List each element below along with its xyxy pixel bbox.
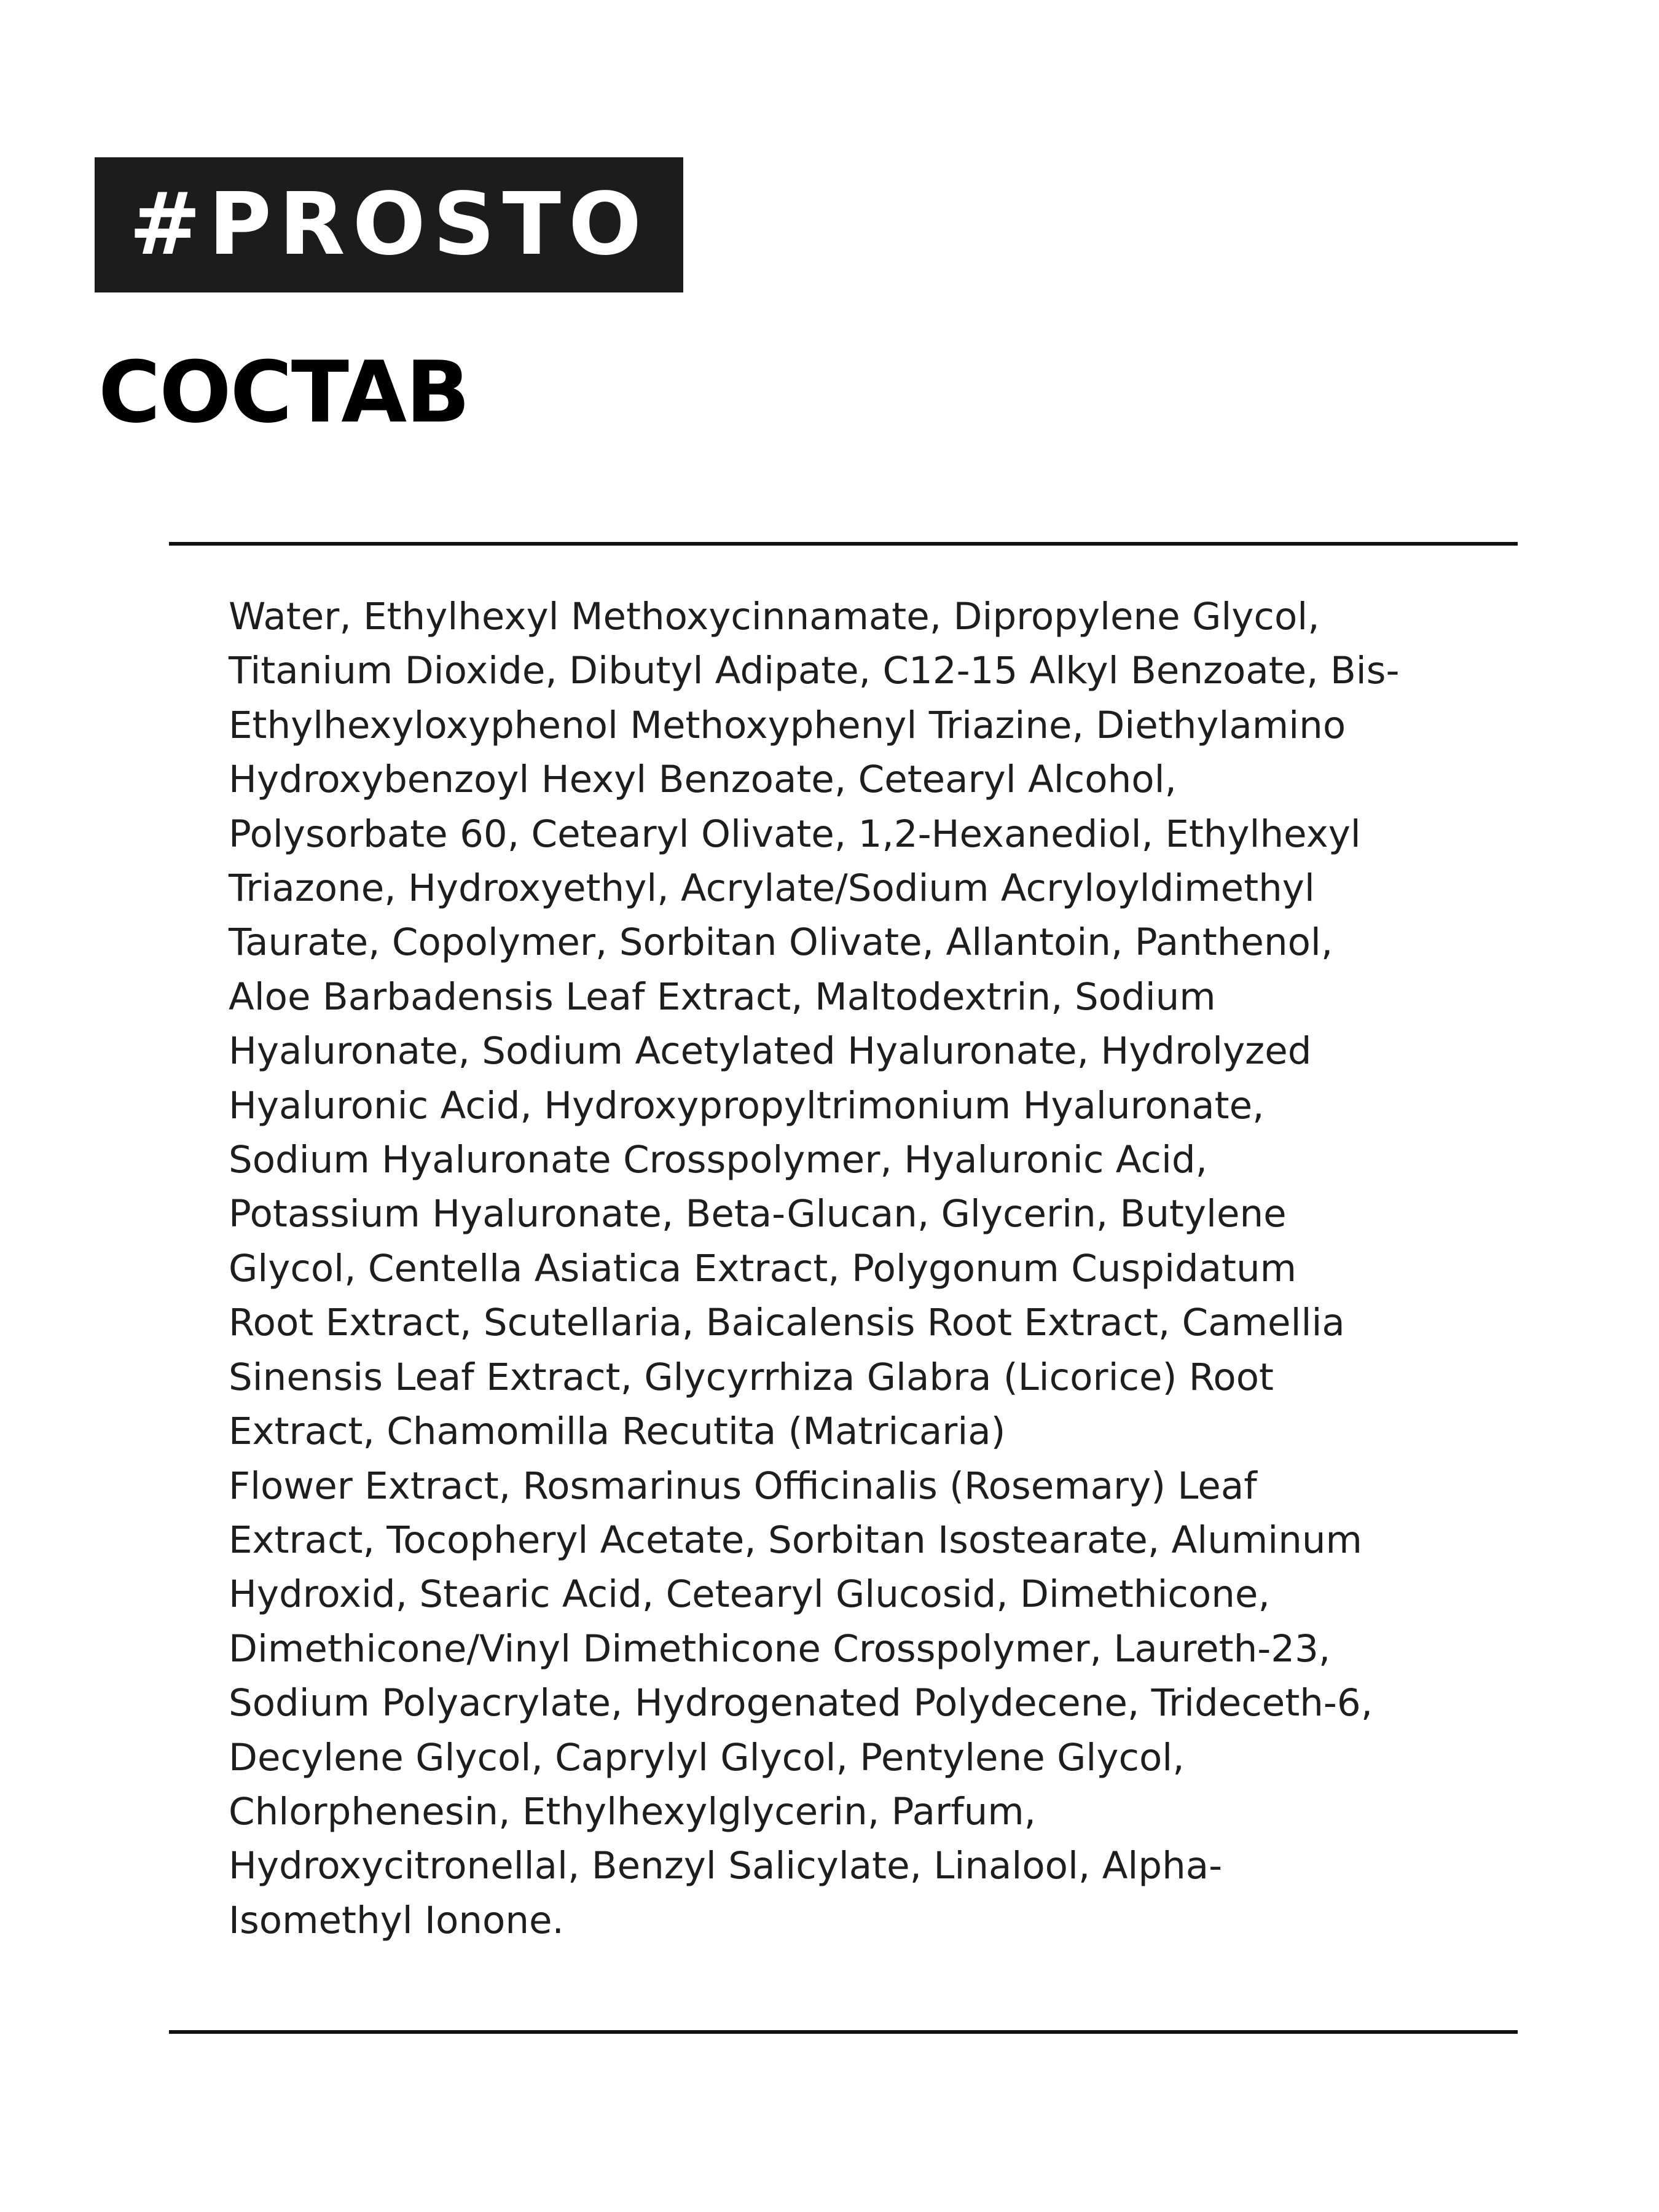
- ingredients-line: Aloe Barbadensis Leaf Extract, Maltodextrin, Sodium: [229, 975, 1216, 1019]
- ingredients-line: Polysorbate 60, Cetearyl Olivate, 1,2-Hexanediol, Ethylhexyl: [229, 812, 1361, 856]
- ingredients-line: Decylene Glycol, Caprylyl Glycol, Pentylene Glycol,: [229, 1735, 1185, 1779]
- ingredients-line: Water, Ethylhexyl Methoxycinnamate, Dipropylene Glycol,: [229, 595, 1320, 638]
- ingredients-line: Taurate, Copolymer, Sorbitan Olivate, Allantoin, Panthenol,: [229, 920, 1333, 965]
- ingredients-line: Extract, Tocopheryl Acetate, Sorbitan Isostearate, Aluminum: [229, 1518, 1362, 1562]
- ingredients-line: Hydroxycitronellal, Benzyl Salicylate, Linalool, Alpha-: [229, 1844, 1223, 1888]
- ingredients-line: Hyaluronic Acid, Hydroxypropyltrimonium Hyaluronate,: [229, 1083, 1265, 1128]
- ingredients-list: [229, 590, 1482, 1948]
- ingredients-line: Sodium Hyaluronate Crosspolymer, Hyaluronic Acid,: [229, 1138, 1207, 1182]
- ingredients-line: Ethylhexyloxyphenol Methoxyphenyl Triazine, Diethylamino: [229, 703, 1346, 747]
- ingredients-line: Glycol, Centella Asiatica Extract, Polygonum Cuspidatum: [229, 1246, 1297, 1290]
- ingredients-line: Flower Extract, Rosmarinus Officinalis (Rosemary) Leaf: [229, 1464, 1257, 1508]
- bottom-divider: [169, 2030, 1518, 2034]
- ingredients-line: Potassium Hyaluronate, Beta-Glucan, Glycerin, Butylene: [229, 1192, 1287, 1236]
- top-divider: [169, 542, 1518, 546]
- brand-badge: [95, 157, 683, 292]
- ingredients-line: Isomethyl Ionone.: [229, 1898, 564, 1942]
- brand-logo-text: #PROSTO: [128, 175, 649, 275]
- ingredients-line: Sinensis Leaf Extract, Glycyrrhiza Glabra (Licorice) Root: [229, 1355, 1274, 1399]
- ingredients-line: Dimethicone/Vinyl Dimethicone Crosspolymer, Laureth-23,: [229, 1626, 1331, 1671]
- ingredients-line: Titanium Dioxide, Dibutyl Adipate, C12-15 Alkyl Benzoate, Bis-: [229, 649, 1400, 693]
- page-title: COCTAB: [98, 343, 469, 442]
- ingredients-line: Triazone, Hydroxyethyl, Acrylate/Sodium Acryloyldimethyl: [229, 866, 1315, 911]
- ingredients-line: Hyaluronate, Sodium Acetylated Hyaluronate, Hydrolyzed: [229, 1029, 1312, 1073]
- ingredients-line: Extract, Chamomilla Recutita (Matricaria): [229, 1410, 1006, 1454]
- ingredients-line: Sodium Polyacrylate, Hydrogenated Polydecene, Trideceth-6,: [229, 1681, 1373, 1725]
- ingredients-line: Hydroxybenzoyl Hexyl Benzoate, Cetearyl Alcohol,: [229, 758, 1177, 802]
- ingredients-line: Hydroxid, Stearic Acid, Cetearyl Glucosid, Dimethicone,: [229, 1572, 1270, 1617]
- ingredients-line: Chlorphenesin, Ethylhexylglycerin, Parfum,: [229, 1789, 1037, 1834]
- ingredients-line: Root Extract, Scutellaria, Baicalensis Root Extract, Camellia: [229, 1301, 1345, 1345]
